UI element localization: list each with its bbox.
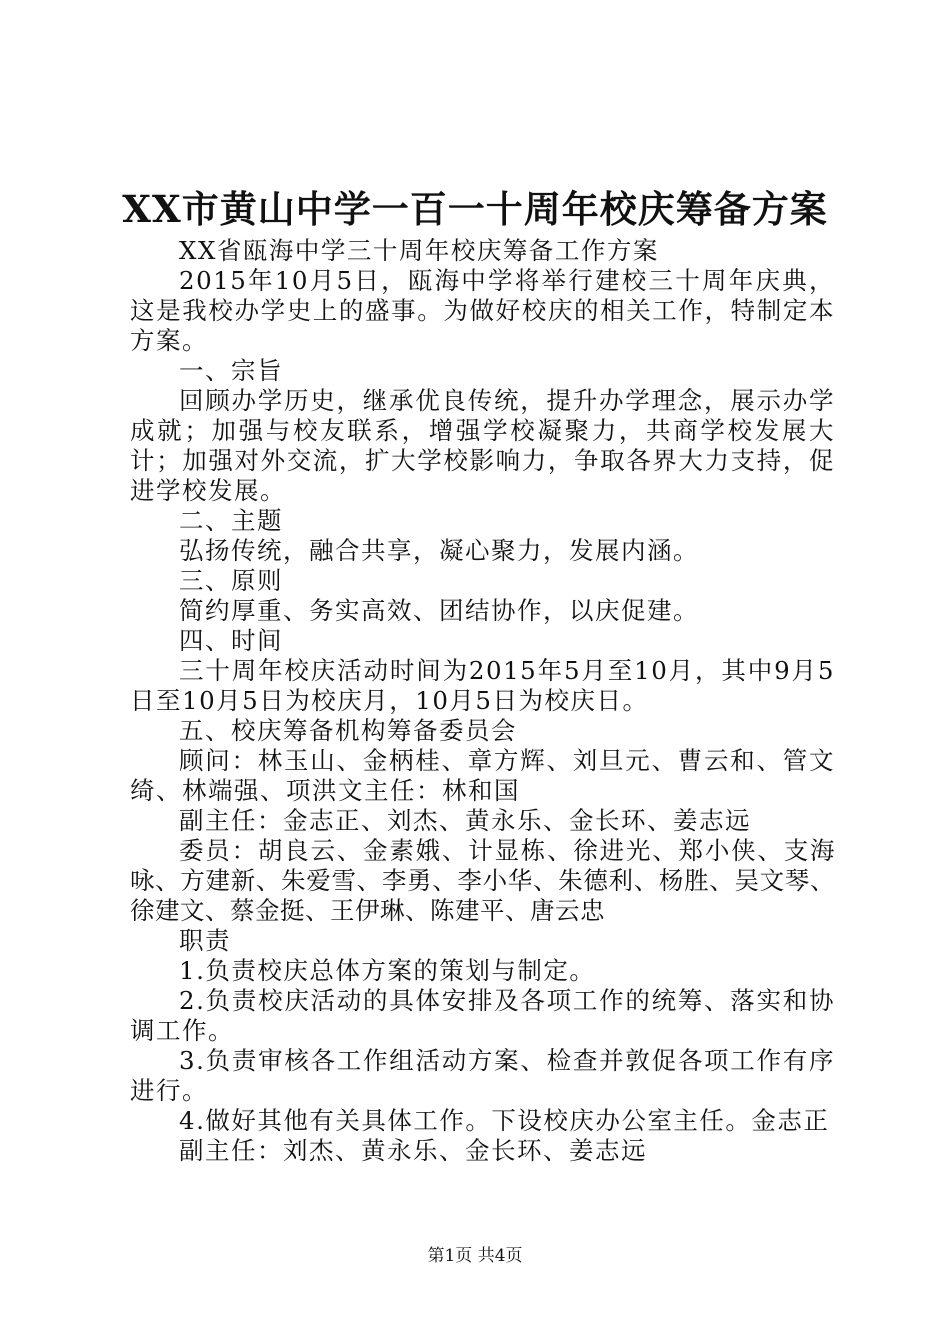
document-body <box>130 236 835 1166</box>
heading-theme: 二、主题 <box>179 506 283 535</box>
duty-item-2: 2.负责校庆活动的具体安排及各项工作的统筹、落实和协调工作。 <box>130 986 835 1045</box>
page-number-footer: 第1页 共4页 <box>427 1246 523 1266</box>
heading-purpose: 一、宗旨 <box>179 356 283 385</box>
paragraph-purpose: 回顾办学历史，继承优良传统，提升办学理念，展示办学成就；加强与校友联系，增强学校凝聚力，共商学校发展大计；加强对外交流，扩大学校影响力，争取各界大力支持，促进学校发展。 <box>130 386 835 505</box>
duty-item-4: 4.做好其他有关具体工作。下设校庆办公室主任。金志正 <box>179 1106 830 1135</box>
paragraph-deputy-directors: 副主任：金志正、刘杰、黄永乐、金长环、姜志远 <box>179 806 751 835</box>
paragraph-time: 三十周年校庆活动时间为2015年5月至10月，其中9月5日至10月5日为校庆月，10月5日为校庆日。 <box>130 656 835 715</box>
heading-organization: 五、校庆筹备机构筹备委员会 <box>179 716 517 745</box>
paragraph-members: 委员：胡良云、金素娥、计显栋、徐进光、郑小侠、支海咏、方建新、朱爱雪、李勇、李小华、朱德利、杨胜、吴文琴、徐建文、蔡金挺、王伊琳、陈建平、唐云忠 <box>130 836 835 925</box>
paragraph-theme: 弘扬传统，融合共享，凝心聚力，发展内涵。 <box>179 536 699 565</box>
duty-item-3: 3.负责审核各工作组活动方案、检查并敦促各项工作有序进行。 <box>130 1046 835 1105</box>
paragraph-principle: 简约厚重、务实高效、团结协作，以庆促建。 <box>179 596 699 625</box>
heading-duties: 职责 <box>179 926 231 955</box>
paragraph-subtitle: XX省瓯海中学三十周年校庆筹备工作方案 <box>179 236 659 265</box>
paragraph-intro: 2015年10月5日，瓯海中学将举行建校三十周年庆典，这是我校办学史上的盛事。为做好校庆的相关工作，特制定本方案。 <box>130 266 835 355</box>
heading-principle: 三、原则 <box>179 566 283 595</box>
paragraph-office-deputies: 副主任：刘杰、黄永乐、金长环、姜志远 <box>179 1136 647 1165</box>
document-title: XX市黄山中学一百一十周年校庆筹备方案 <box>122 187 828 231</box>
heading-time: 四、时间 <box>179 626 283 655</box>
paragraph-advisors: 顾问：林玉山、金柄桂、章方辉、刘旦元、曹云和、管文绮、林端强、项洪文主任：林和国 <box>130 746 835 805</box>
duty-item-1: 1.负责校庆总体方案的策划与制定。 <box>179 956 596 985</box>
